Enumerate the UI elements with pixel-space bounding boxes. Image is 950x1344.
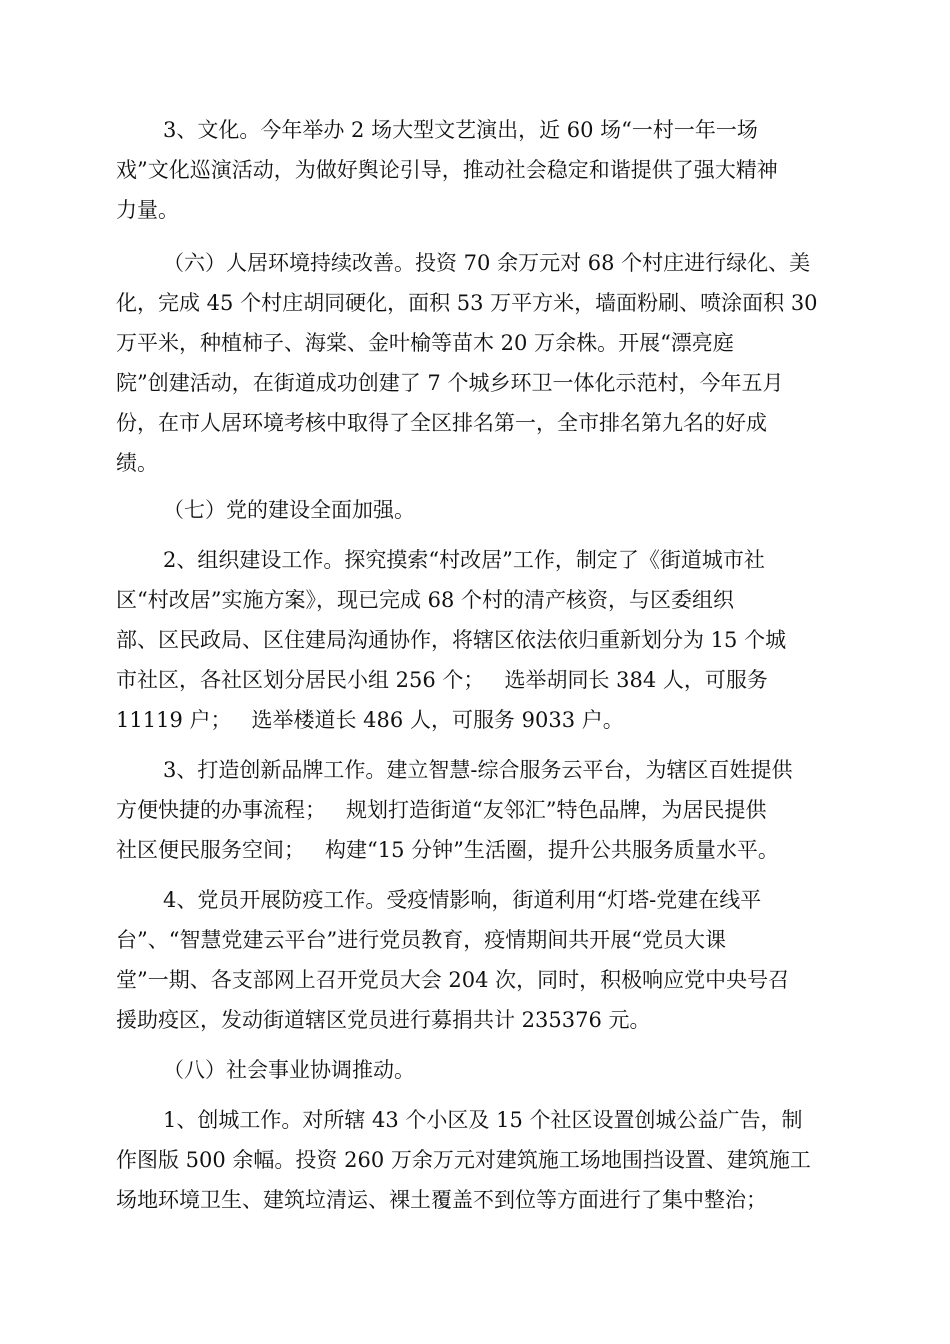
paragraph-city-creation-line-1: 1、创城工作。对所辖 43 个小区及 15 个社区设置创城公益广告，制 xyxy=(163,1108,803,1132)
paragraph-culture-line-1: 3、文化。今年举办 2 场大型文艺演出，近 60 场“一村一年一场 xyxy=(163,118,758,142)
paragraph-brand-line-2: 方便快捷的办事流程； 规划打造街道“友邻汇”特色品牌，为居民提供 xyxy=(116,798,767,822)
paragraph-epidemic-line-2: 台”、“智慧党建云平台”进行党员教育，疫情期间共开展“党员大课 xyxy=(116,928,726,952)
paragraph-organization-line-1: 2、组织建设工作。探究摸索“村改居”工作，制定了《街道城市社 xyxy=(163,548,765,572)
paragraph-culture-line-2: 戏”文化巡演活动，为做好舆论引导，推动社会稳定和谐提供了强大精神 xyxy=(116,158,778,182)
section-heading-party-building: （七）党的建设全面加强。 xyxy=(163,498,415,522)
paragraph-brand-line-1: 3、打造创新品牌工作。建立智慧-综合服务云平台，为辖区百姓提供 xyxy=(163,758,793,782)
paragraph-brand-line-3: 社区便民服务空间； 构建“15 分钟”生活圈，提升公共服务质量水平。 xyxy=(116,838,779,862)
paragraph-environment-line-3: 万平米，种植柿子、海棠、金叶榆等苗木 20 万余株。开展“漂亮庭 xyxy=(116,331,734,355)
paragraph-epidemic-line-3: 堂”一期、各支部网上召开党员大会 204 次，同时，积极响应党中央号召 xyxy=(116,968,790,992)
paragraph-environment-line-2: 化，完成 45 个村庄胡同硬化，面积 53 万平方米，墙面粉刷、喷涂面积 30 xyxy=(116,291,818,315)
paragraph-environment-line-4: 院”创建活动，在街道成功创建了 7 个城乡环卫一体化示范村，今年五月 xyxy=(116,371,784,395)
paragraph-city-creation-line-3: 场地环境卫生、建筑垃清运、裸土覆盖不到位等方面进行了集中整治； xyxy=(116,1188,767,1212)
paragraph-environment-line-1: （六）人居环境持续改善。投资 70 余万元对 68 个村庄进行绿化、美 xyxy=(163,251,811,275)
paragraph-city-creation-line-2: 作图版 500 余幅。投资 260 万余万元对建筑施工场地围挡设置、建筑施工 xyxy=(116,1148,811,1172)
paragraph-environment-line-6: 绩。 xyxy=(116,451,158,475)
paragraph-epidemic-line-1: 4、党员开展防疫工作。受疫情影响，街道利用“灯塔-党建在线平 xyxy=(163,888,762,912)
section-heading-social-affairs: （八）社会事业协调推动。 xyxy=(163,1058,415,1082)
paragraph-organization-line-5: 11119 户； 选举楼道长 486 人，可服务 9033 户。 xyxy=(116,708,624,732)
paragraph-organization-line-2: 区“村改居”实施方案》，现已完成 68 个村的清产核资，与区委组织 xyxy=(116,588,735,612)
paragraph-culture-line-3: 力量。 xyxy=(116,198,179,222)
paragraph-environment-line-5: 份，在市人居环境考核中取得了全区排名第一，全市排名第九名的好成 xyxy=(116,411,767,435)
paragraph-epidemic-line-4: 援助疫区，发动街道辖区党员进行募捐共计 235376 元。 xyxy=(116,1008,651,1032)
paragraph-organization-line-3: 部、区民政局、区住建局沟通协作，将辖区依法依归重新划分为 15 个城 xyxy=(116,628,787,652)
paragraph-organization-line-4: 市社区，各社区划分居民小组 256 个； 选举胡同长 384 人，可服务 xyxy=(116,668,768,692)
